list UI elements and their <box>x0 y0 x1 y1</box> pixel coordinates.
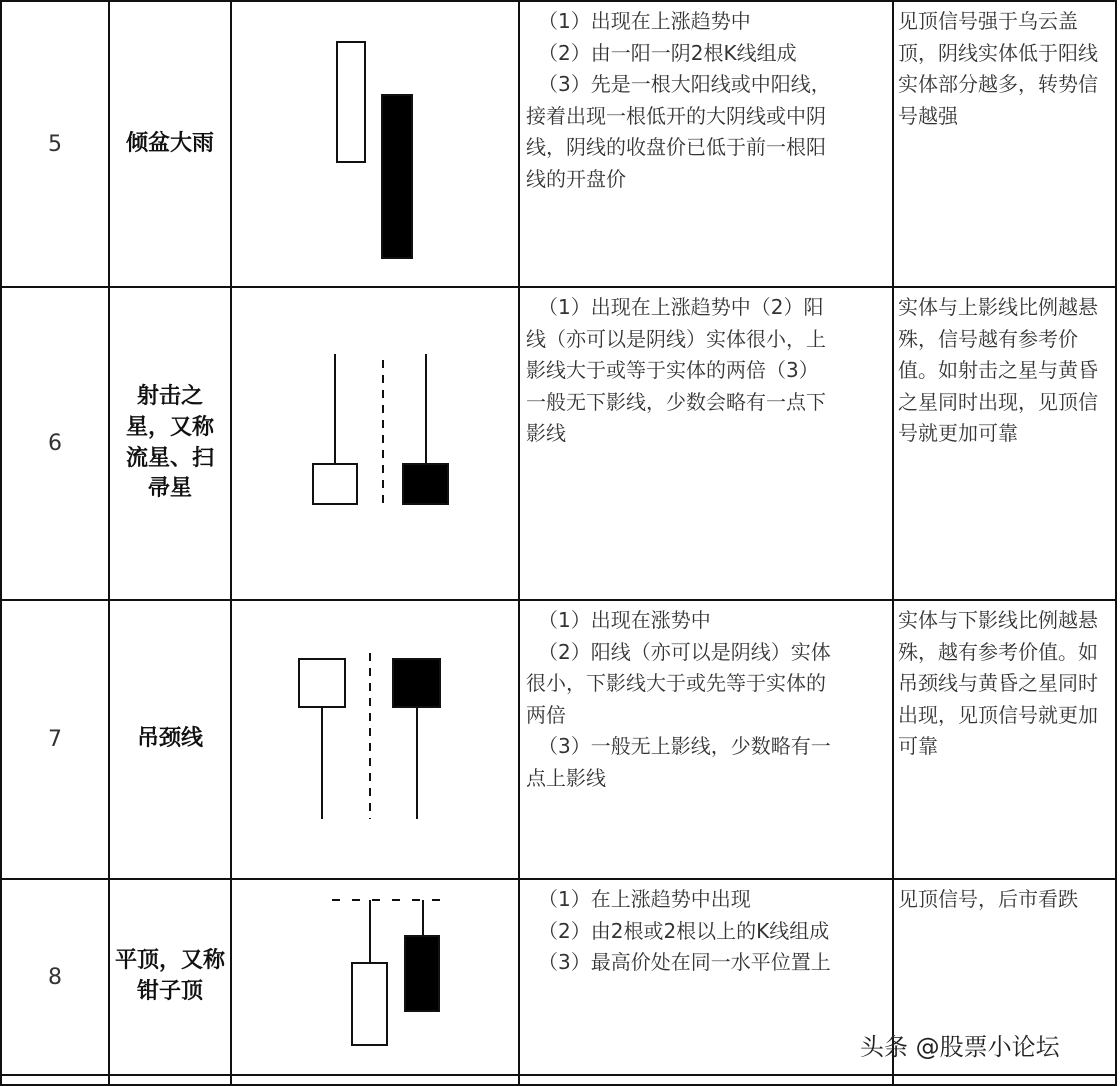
description-line: 线（亦可以是阴线）实体很小，上 <box>526 326 826 351</box>
row-number: 8 <box>1 879 109 1075</box>
description-line: 接着出现一根低开的大阴线或中阴 <box>526 103 826 128</box>
row-number: 5 <box>1 1 109 287</box>
bearish-candle-body <box>393 659 440 707</box>
table-row <box>1 1 1116 287</box>
note-text: 见顶信号强于乌云盖顶，阴线实体低于阳线实体部分越多，转势信号越强 <box>898 9 1098 128</box>
bearish-candle-body <box>405 936 439 1011</box>
candlestick-diagram <box>232 2 520 286</box>
candlestick-diagram <box>232 601 520 878</box>
row-number: 6 <box>1 287 109 600</box>
description-line: （2）由2根或2根以上的K线组成 <box>538 918 830 943</box>
description-line: 线，阴线的收盘价已低于前一根阳 <box>526 135 826 159</box>
pattern-description <box>519 287 893 600</box>
description-line: （2）阳线（亦可以是阴线）实体 <box>538 639 831 664</box>
note-text: 实体与上影线比例越悬殊，信号越有参考价值。如射击之星与黄昏之星同时出现，见顶信号就更加可靠 <box>898 295 1098 445</box>
note-text: 见顶信号，后市看跌 <box>898 887 1078 911</box>
description-line: 一般无下影线，少数会略有一点下 <box>526 389 826 414</box>
description-line: （1）在上涨趋势中出现 <box>538 887 751 911</box>
bullish-candle-body <box>337 42 365 162</box>
pattern-description <box>519 1 893 287</box>
description-line: （3）最高价处在同一水平位置上 <box>538 950 831 974</box>
pattern-name <box>109 287 231 600</box>
bullish-candle-body <box>352 963 387 1045</box>
row-number: 7 <box>1 600 109 879</box>
pattern-figure <box>231 287 519 600</box>
table-row <box>1 600 1116 879</box>
table-row <box>1 1075 1116 1085</box>
pattern-note <box>893 1 1116 287</box>
pattern-name: 吊颈线 <box>109 600 231 879</box>
candlestick-diagram <box>232 880 520 1074</box>
pattern-description <box>519 879 893 1075</box>
candlestick-diagram <box>232 288 520 599</box>
pattern-name-text: 射击之星，又称流星、扫帚星 <box>125 383 214 502</box>
description-line: 影线 <box>526 421 566 445</box>
description-line: （1）出现在上涨趋势中（2）阳 <box>538 295 824 319</box>
description-line: （2）由一阳一阴2根K线组成 <box>538 40 797 65</box>
table-row <box>1 287 1116 600</box>
pattern-name <box>109 879 231 1075</box>
description-line: 很小，下影线大于或先等于实体的 <box>526 671 826 695</box>
pattern-description <box>519 600 893 879</box>
note-text: 实体与下影线比例越悬殊，越有参考价值。如吊颈线与黄昏之星同时出现，见顶信号就更加可靠 <box>898 608 1098 758</box>
pattern-figure <box>231 600 519 879</box>
pattern-note <box>893 600 1116 879</box>
pattern-note <box>893 287 1116 600</box>
bullish-candle-body <box>313 464 357 504</box>
bullish-candle-body <box>299 659 345 707</box>
pattern-name: 倾盆大雨 <box>109 1 231 287</box>
description-line: （3）先是一根大阳线或中阳线， <box>538 72 831 96</box>
watermark: 头条 @股票小论坛 <box>860 1033 1060 1061</box>
pattern-name-text: 平顶，又称钳子顶 <box>115 948 226 1004</box>
description-line: （3）一般无上影线，少数略有一 <box>538 734 831 758</box>
description-line: （1）出现在涨势中 <box>538 608 711 632</box>
bearish-candle-body <box>382 95 412 258</box>
description-line: 点上影线 <box>526 765 606 790</box>
pattern-figure <box>231 1 519 287</box>
pattern-figure <box>231 879 519 1075</box>
description-line: 两倍 <box>526 702 566 727</box>
description-line: 线的开盘价 <box>526 166 626 191</box>
description-line: 影线大于或等于实体的两倍（3） <box>526 358 819 382</box>
bearish-candle-body <box>403 464 448 504</box>
description-line: （1）出现在上涨趋势中 <box>538 9 751 33</box>
